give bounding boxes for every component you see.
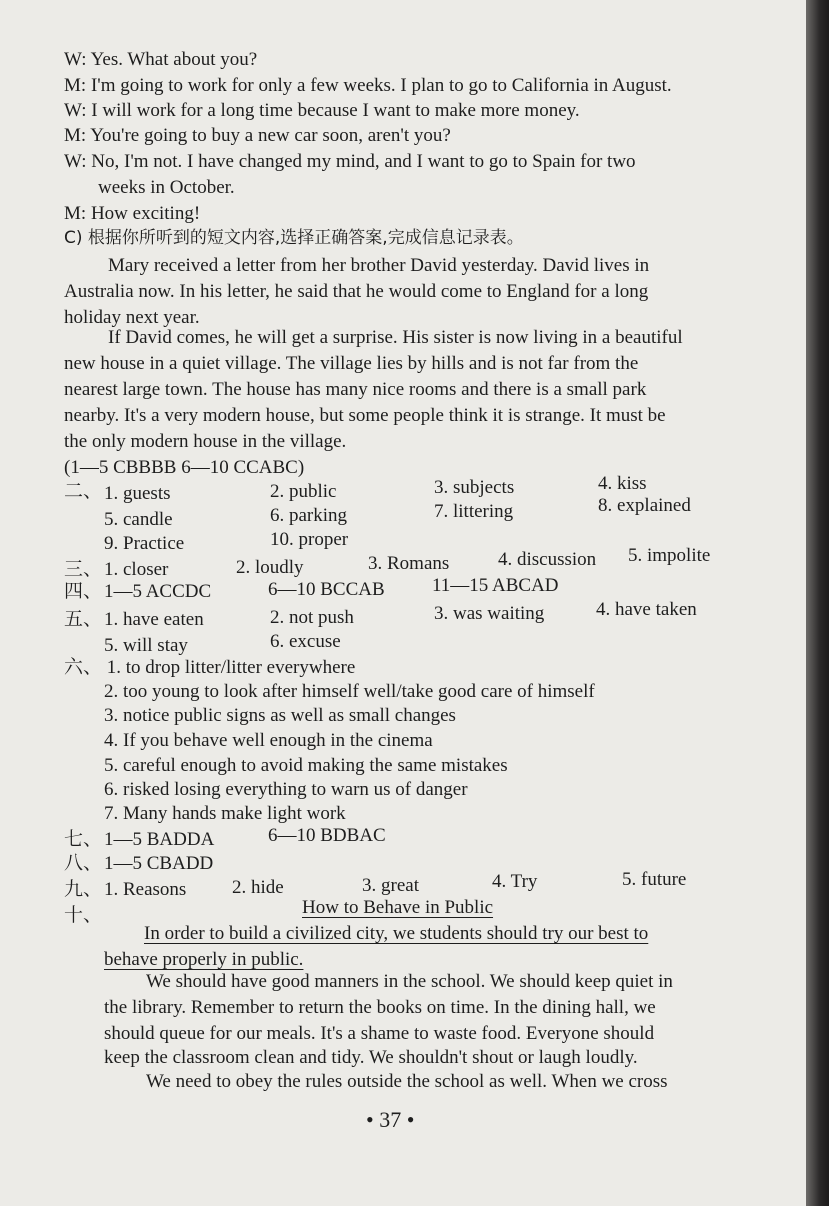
section-label: 八、 bbox=[64, 853, 103, 874]
answer-item: 3. Romans bbox=[368, 553, 450, 574]
dialogue-text: Yes. What about you? bbox=[90, 49, 258, 70]
answer-item: 10. proper bbox=[270, 529, 349, 550]
answer-item: 1—5 CBADD bbox=[104, 853, 214, 874]
essay-line: We should have good manners in the school. We should keep quiet in bbox=[146, 971, 673, 992]
answer-item: 5. candle bbox=[104, 509, 173, 530]
listening-answers: (1—5 CBBBB 6—10 CCABC) bbox=[64, 457, 305, 478]
section-label: 九、 bbox=[64, 879, 103, 900]
answer-item: 4. discussion bbox=[498, 549, 597, 570]
answer-item: 7. Many hands make light work bbox=[104, 803, 346, 824]
answer-item: 5. careful enough to avoid making the same mistakes bbox=[104, 755, 508, 776]
section-label: 二、 bbox=[64, 481, 103, 502]
dialogue-text: I will work for a long time because I want to make more money. bbox=[91, 100, 580, 121]
section-label: 七、 bbox=[64, 829, 103, 850]
answer-item: 6. excuse bbox=[270, 631, 341, 652]
section-label: 三、 bbox=[64, 559, 103, 580]
dialogue-text: You're going to buy a new car soon, aren't you? bbox=[90, 125, 451, 146]
answer-item: 4. Try bbox=[492, 871, 538, 892]
essay-line: We need to obey the rules outside the school as well. When we cross bbox=[146, 1071, 668, 1092]
section-label: 四、 bbox=[64, 581, 103, 602]
section-c-instruction: C) 根据你所听到的短文内容,选择正确答案,完成信息记录表。 bbox=[64, 228, 524, 248]
speaker-label: W: bbox=[64, 100, 87, 121]
answer-item: 4. If you behave well enough in the cinema bbox=[104, 730, 433, 751]
passage-line: Mary received a letter from her brother David yesterday. David lives in bbox=[108, 255, 650, 276]
essay-line: In order to build a civilized city, we students should try our best to bbox=[144, 923, 649, 944]
answer-item: 4. have taken bbox=[596, 599, 697, 620]
answer-item: 4. kiss bbox=[598, 473, 647, 494]
essay-line: the library. Remember to return the books on time. In the dining hall, we bbox=[104, 997, 656, 1018]
passage-line: new house in a quiet village. The village lies by hills and is not far from the bbox=[64, 353, 639, 374]
passage-line: Australia now. In his letter, he said that he would come to England for a long bbox=[64, 281, 649, 302]
answer-item: 2. loudly bbox=[236, 557, 304, 578]
passage-line: If David comes, he will get a surprise. His sister is now living in a beautiful bbox=[108, 327, 683, 348]
passage-line: holiday next year. bbox=[64, 307, 200, 328]
dialogue-line bbox=[64, 150, 636, 174]
page-number: • 37 • bbox=[366, 1107, 415, 1132]
answer-item: 1. closer bbox=[104, 559, 169, 580]
answer-item: 1. Reasons bbox=[104, 879, 187, 900]
answer-item: 1—5 ACCDC bbox=[104, 581, 212, 602]
section-label: 五、 bbox=[64, 609, 103, 630]
answer-item: 6—10 BDBAC bbox=[268, 825, 386, 846]
speaker-label: W: bbox=[64, 49, 87, 70]
essay-line: should queue for our meals. It's a shame to waste food. Everyone should bbox=[104, 1023, 655, 1044]
answer-item: 5. will stay bbox=[104, 635, 188, 656]
answer-item: 6. parking bbox=[270, 505, 348, 526]
answer-item: 2. too young to look after himself well/take good care of himself bbox=[104, 681, 595, 702]
answer-item: 1—5 BADDA bbox=[104, 829, 215, 850]
answer-item: 7. littering bbox=[434, 501, 514, 522]
speaker-label: M: bbox=[64, 125, 87, 146]
dialogue-text: How exciting! bbox=[90, 203, 201, 224]
dialogue-text: weeks in October. bbox=[98, 177, 235, 198]
answer-item: 2. public bbox=[270, 481, 337, 502]
answer-item: 3. was waiting bbox=[434, 603, 545, 624]
dialogue-line bbox=[64, 202, 200, 226]
answer-item: 9. Practice bbox=[104, 533, 185, 554]
answer-item: 8. explained bbox=[598, 495, 691, 516]
speaker-label: W: bbox=[64, 151, 87, 172]
answer-item: 2. not push bbox=[270, 607, 354, 628]
speaker-label: M: bbox=[64, 75, 87, 96]
section-5 bbox=[64, 599, 804, 660]
section-label: 六、 bbox=[64, 657, 103, 678]
answer-item: 5. future bbox=[622, 869, 687, 890]
essay-line: keep the classroom clean and tidy. We shouldn't shout or laugh loudly. bbox=[104, 1047, 638, 1068]
answer-item: 1. to drop litter/litter everywhere bbox=[106, 657, 356, 678]
answer-item: 6—10 BCCAB bbox=[268, 579, 385, 600]
essay-line: behave properly in public. bbox=[104, 949, 304, 970]
dialogue-line bbox=[64, 99, 580, 123]
dialogue-line bbox=[98, 176, 235, 200]
dialogue-line bbox=[64, 124, 451, 148]
dialogue-line bbox=[64, 74, 672, 98]
passage-line: the only modern house in the village. bbox=[64, 431, 347, 452]
answer-item: 5. impolite bbox=[628, 545, 711, 566]
dialogue-text: I'm going to work for only a few weeks. I plan to go to California in August. bbox=[90, 75, 672, 96]
page-edge-shadow bbox=[806, 0, 829, 1206]
dialogue-text: No, I'm not. I have changed my mind, and I want to go to Spain for two bbox=[91, 151, 636, 172]
answer-item: 1. guests bbox=[104, 483, 171, 504]
speaker-label: M: bbox=[64, 203, 87, 224]
answer-item: 3. subjects bbox=[434, 477, 515, 498]
answer-item: 6. risked losing everything to warn us of danger bbox=[104, 779, 468, 800]
answer-item: 2. hide bbox=[232, 877, 284, 898]
answer-item: 11—15 ABCAD bbox=[432, 575, 559, 596]
answer-item: 1. have eaten bbox=[104, 609, 204, 630]
passage-line: nearby. It's a very modern house, but some people think it is strange. It must be bbox=[64, 405, 666, 426]
answer-item: 3. notice public signs as well as small changes bbox=[104, 705, 456, 726]
section-7 bbox=[64, 826, 804, 854]
dialogue-line bbox=[64, 48, 257, 72]
answer-item: 3. great bbox=[362, 875, 419, 896]
section-6-row bbox=[64, 656, 355, 680]
essay-title: How to Behave in Public bbox=[302, 897, 494, 918]
section-label: 十、 bbox=[64, 905, 103, 926]
passage-line: nearest large town. The house has many nice rooms and there is a small park bbox=[64, 379, 647, 400]
